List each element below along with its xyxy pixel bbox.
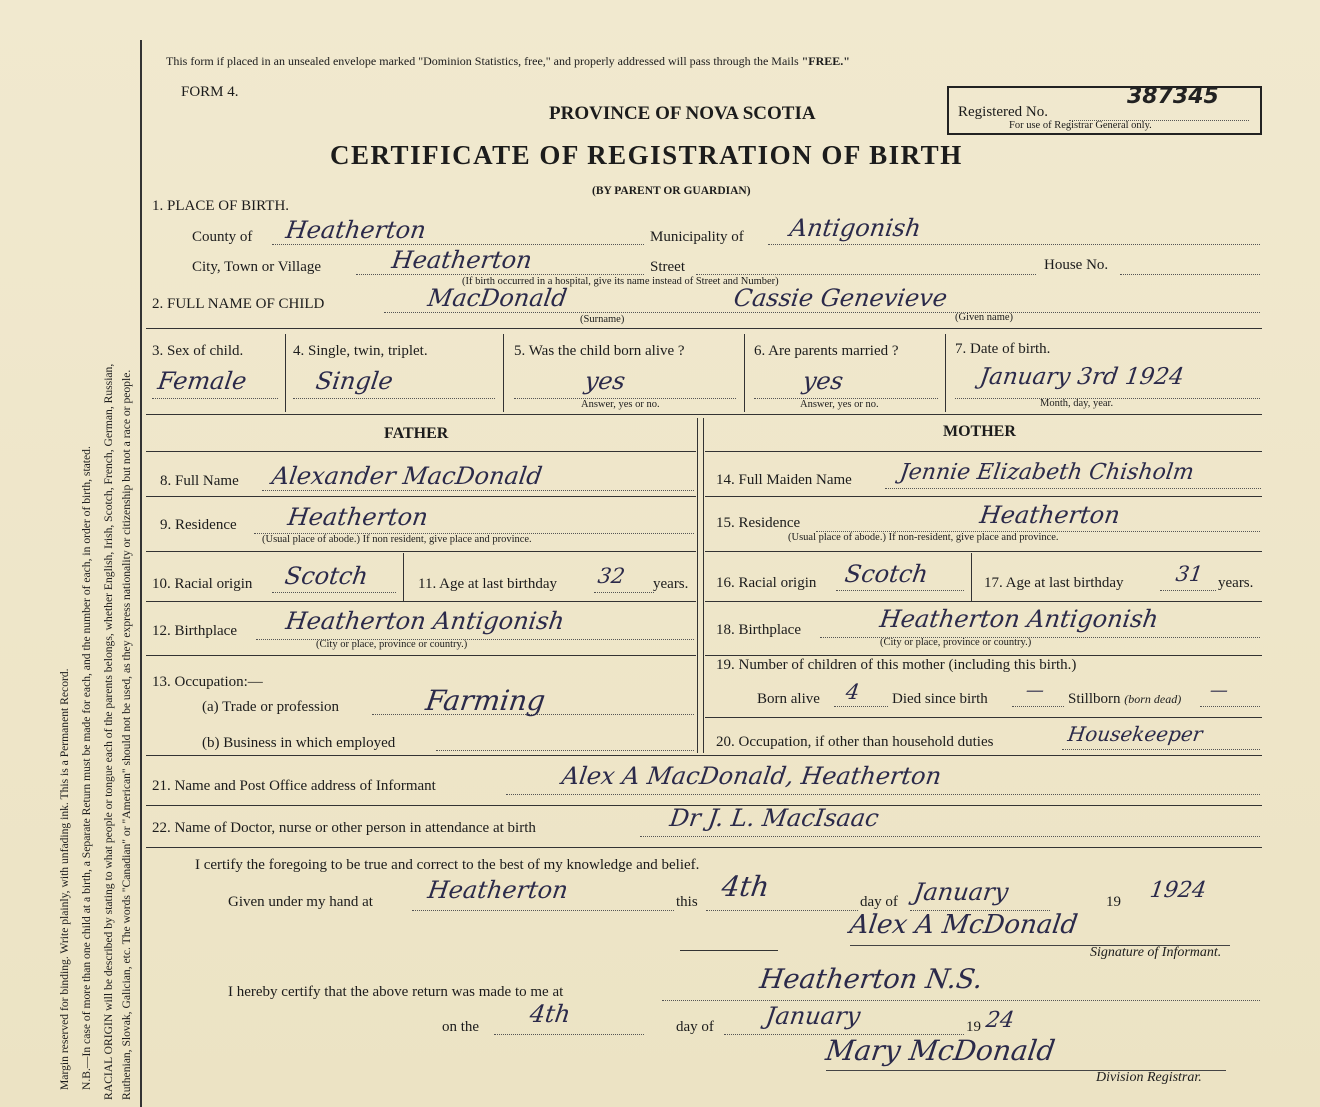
form-number: FORM 4. bbox=[181, 84, 239, 100]
mother-name-value: Jennie Elizabeth Chisholm bbox=[898, 460, 1196, 485]
mother-occupation-label: 20. Occupation, if other than household duties bbox=[716, 734, 994, 750]
mother-years: years. bbox=[1218, 575, 1254, 591]
answer-note-5: Answer, yes or no. bbox=[581, 399, 660, 410]
stillborn-value: — bbox=[1208, 680, 1230, 701]
father-age-label: 11. Age at last birthday bbox=[418, 576, 557, 592]
certificate-subtitle: (BY PARENT OR GUARDIAN) bbox=[592, 185, 751, 197]
given-name-note: (Given name) bbox=[955, 312, 1014, 323]
registration-box bbox=[947, 86, 1262, 135]
father-racial-value: Scotch bbox=[283, 562, 370, 590]
child-given-name: Cassie Genevieve bbox=[732, 284, 950, 312]
given-under-hand-label: Given under my hand at bbox=[228, 894, 373, 910]
county-label: County of bbox=[192, 229, 253, 245]
father-occupation-label: 13. Occupation:— bbox=[152, 674, 263, 690]
mother-racial-label: 16. Racial origin bbox=[716, 575, 817, 591]
mail-notice: This form if placed in an unsealed envelope marked "Dominion Statistics, free," and properly addressed will pass through the Mails "FREE." bbox=[166, 54, 850, 68]
day-of-label: day of bbox=[860, 894, 898, 910]
margin-note-2: N.B.—In case of more than one child at a birth, a Separate Return must be made for each, and the number of each, in order of birth, stated. bbox=[80, 446, 93, 1090]
certify-statement: I certify the foregoing to be true and correct to the best of my knowledge and belief. bbox=[195, 857, 700, 873]
day-value: 4th bbox=[719, 870, 772, 903]
margin-note-1: Margin reserved for binding. Write plainly, with unfading ink. This is a Permanent Record. bbox=[58, 668, 71, 1090]
registered-no-label: Registered No. bbox=[958, 104, 1048, 120]
child-surname: MacDonald bbox=[426, 284, 569, 312]
margin-note-3: RACIAL ORIGIN will be described by stating to what people or tongue each of the parents belongs, whether English, Irish, Scotch, French, German, Russian, bbox=[102, 363, 115, 1100]
father-name-label: 8. Full Name bbox=[160, 473, 239, 489]
street-note: (If birth occurred in a hospital, give its name instead of Street and Number) bbox=[462, 276, 779, 287]
single-twin-label: 4. Single, twin, triplet. bbox=[293, 343, 428, 359]
this-label: this bbox=[676, 894, 698, 910]
trade-label: (a) Trade or profession bbox=[202, 699, 340, 715]
return-made-label: I hereby certify that the above return was made to me at bbox=[228, 984, 564, 1000]
province-heading: PROVINCE OF NOVA SCOTIA bbox=[549, 103, 816, 124]
doctor-label: 22. Name of Doctor, nurse or other person in attendance at birth bbox=[152, 820, 536, 836]
certificate-title: CERTIFICATE OF REGISTRATION OF BIRTH bbox=[330, 140, 963, 170]
given-place-value: Heatherton bbox=[426, 876, 570, 904]
father-age-value: 32 bbox=[596, 564, 627, 588]
dob-label: 7. Date of birth. bbox=[955, 341, 1051, 357]
mother-heading: MOTHER bbox=[943, 423, 1016, 440]
sex-label: 3. Sex of child. bbox=[152, 343, 244, 359]
mother-birthplace-note: (City or place, province or country.) bbox=[880, 637, 1032, 648]
father-birthplace-note: (City or place, province or country.) bbox=[316, 639, 468, 650]
registration-day-of-label: day of bbox=[676, 1019, 714, 1035]
municipality-label: Municipality of bbox=[650, 229, 744, 245]
died-since-birth-label: Died since birth bbox=[892, 691, 988, 707]
mother-age-value: 31 bbox=[1174, 562, 1205, 586]
father-residence-note: (Usual place of abode.) If non resident, give place and province. bbox=[262, 534, 532, 545]
registrar-signature: Mary McDonald bbox=[823, 1034, 1058, 1067]
division-registrar-label: Division Registrar. bbox=[1096, 1070, 1202, 1085]
father-residence-label: 9. Residence bbox=[160, 517, 237, 533]
child-name-label: 2. FULL NAME OF CHILD bbox=[152, 296, 325, 312]
place-of-birth-label: 1. PLACE OF BIRTH. bbox=[152, 198, 290, 214]
dob-value: January 3rd 1924 bbox=[978, 364, 1186, 390]
answer-note-6: Answer, yes or no. bbox=[800, 399, 879, 410]
trade-value: Farming bbox=[423, 684, 548, 717]
mother-residence-label: 15. Residence bbox=[716, 515, 801, 531]
mother-occupation-value: Housekeeper bbox=[1066, 722, 1205, 746]
mother-residence-note: (Usual place of abode.) If non-resident, give place and province. bbox=[788, 532, 1059, 543]
father-birthplace-label: 12. Birthplace bbox=[152, 623, 237, 639]
registration-year-prefix: 19 bbox=[966, 1019, 981, 1035]
married-value: yes bbox=[801, 367, 846, 395]
doctor-value: Dr J. L. MacIsaac bbox=[668, 804, 881, 832]
informant-label: 21. Name and Post Office address of Informant bbox=[152, 778, 436, 794]
stillborn-label: Stillborn (born dead) bbox=[1068, 691, 1182, 707]
street-label: Street bbox=[650, 259, 685, 275]
city-label: City, Town or Village bbox=[192, 259, 322, 275]
children-count-label: 19. Number of children of this mother (including this birth.) bbox=[716, 657, 1077, 673]
margin-divider bbox=[140, 40, 142, 1107]
surname-note: (Surname) bbox=[580, 314, 625, 325]
father-residence-value: Heatherton bbox=[286, 503, 430, 531]
single-twin-value: Single bbox=[314, 367, 395, 395]
sex-value: Female bbox=[156, 367, 249, 395]
county-value: Heatherton bbox=[284, 216, 428, 244]
mother-birthplace-value: Heatherton Antigonish bbox=[878, 605, 1161, 633]
year-value: 1924 bbox=[1148, 878, 1208, 903]
mother-birthplace-label: 18. Birthplace bbox=[716, 622, 801, 638]
on-the-label: on the bbox=[442, 1019, 480, 1035]
informant-signature: Alex A McDonald bbox=[847, 910, 1080, 940]
margin-note-4: Ruthenian, Slovak, Galician, etc. The words "Canadian" or "American" should not be used, as they express nationality or citizenship but not a race or people. bbox=[120, 369, 133, 1100]
father-name-value: Alexander MacDonald bbox=[270, 462, 544, 490]
month-value: January bbox=[912, 878, 1011, 906]
house-no-label: House No. bbox=[1044, 257, 1109, 273]
mother-racial-value: Scotch bbox=[843, 560, 930, 588]
business-label: (b) Business in which employed bbox=[202, 735, 396, 751]
registered-number: 387345 bbox=[1127, 84, 1219, 109]
born-alive-count: 4 bbox=[844, 680, 862, 704]
dob-note: Month, day, year. bbox=[1040, 398, 1114, 409]
married-label: 6. Are parents married ? bbox=[754, 343, 899, 359]
father-racial-label: 10. Racial origin bbox=[152, 576, 253, 592]
born-alive-value: yes bbox=[583, 367, 628, 395]
died-since-birth-value: — bbox=[1024, 680, 1046, 701]
year-prefix: 19 bbox=[1106, 894, 1121, 910]
city-value: Heatherton bbox=[390, 246, 534, 274]
signature-of-informant-label: Signature of Informant. bbox=[1090, 945, 1222, 960]
mother-name-label: 14. Full Maiden Name bbox=[716, 472, 852, 488]
municipality-value: Antigonish bbox=[788, 214, 923, 242]
born-alive-label: 5. Was the child born alive ? bbox=[514, 343, 685, 359]
registration-year-value: 24 bbox=[984, 1008, 1016, 1033]
registrar-use-note: For use of Registrar General only. bbox=[1009, 120, 1152, 131]
informant-value: Alex A MacDonald, Heatherton bbox=[560, 762, 944, 790]
return-place-value: Heatherton N.S. bbox=[757, 964, 985, 995]
born-alive-count-label: Born alive bbox=[757, 691, 820, 707]
father-birthplace-value: Heatherton Antigonish bbox=[284, 607, 567, 635]
registration-month-value: January bbox=[764, 1002, 863, 1030]
mother-residence-value: Heatherton bbox=[978, 501, 1122, 529]
father-years: years. bbox=[653, 576, 689, 592]
father-heading: FATHER bbox=[384, 425, 449, 442]
registration-day-value: 4th bbox=[528, 1000, 573, 1028]
mother-age-label: 17. Age at last birthday bbox=[984, 575, 1124, 591]
